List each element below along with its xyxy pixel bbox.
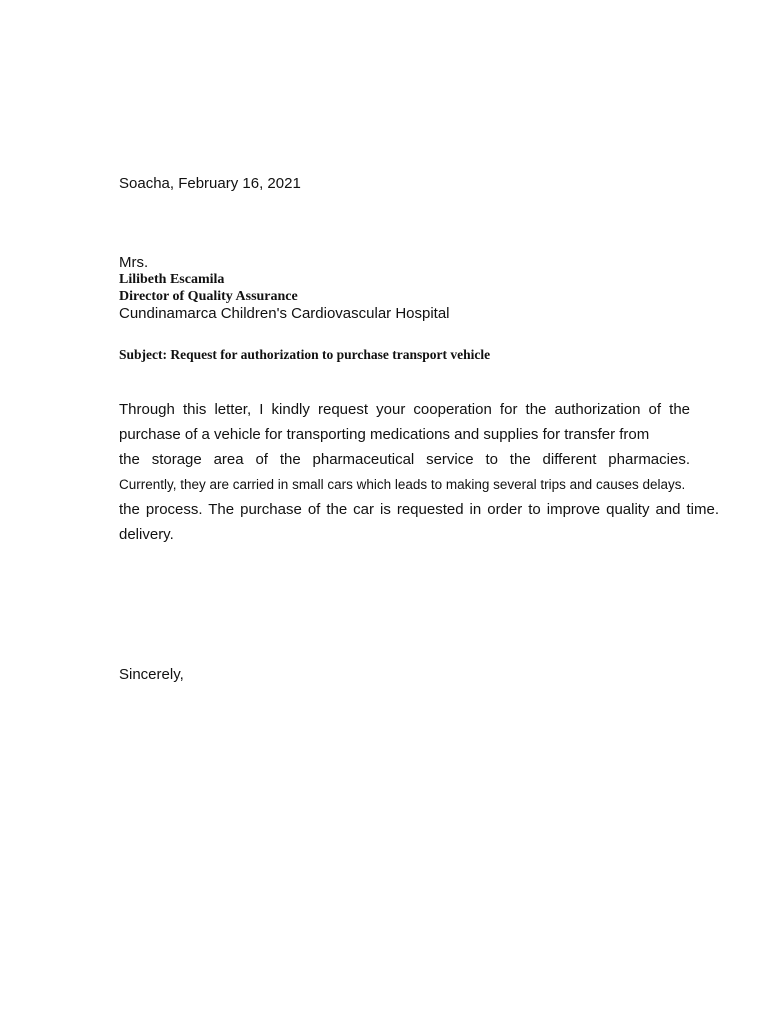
recipient-name: Lilibeth Escamila (119, 272, 225, 287)
body-line: delivery. (119, 526, 174, 543)
body-line: Currently, they are carried in small cars which leads to making several trips and causes delays. (119, 477, 686, 492)
recipient-salutation: Mrs. (119, 254, 149, 271)
recipient-organization: Cundinamarca Children's Cardiovascular Hospital (119, 305, 450, 322)
letter-body (119, 400, 719, 550)
recipient-title: Director of Quality Assurance (119, 289, 298, 304)
body-line: Through this letter, I kindly request your cooperation for the authorization of the (119, 401, 690, 418)
body-line: purchase of a vehicle for transporting medications and supplies for transfer from (119, 426, 650, 443)
recipient-block (119, 254, 450, 323)
body-line: the process. The purchase of the car is requested in order to improve quality and time. (119, 501, 719, 518)
body-line: the storage area of the pharmaceutical service to the different pharmacies. (119, 451, 690, 468)
closing-line: Sincerely, (119, 666, 184, 683)
date-line: Soacha, February 16, 2021 (119, 175, 301, 192)
subject-line: Subject: Request for authorization to purchase transport vehicle (119, 347, 491, 362)
